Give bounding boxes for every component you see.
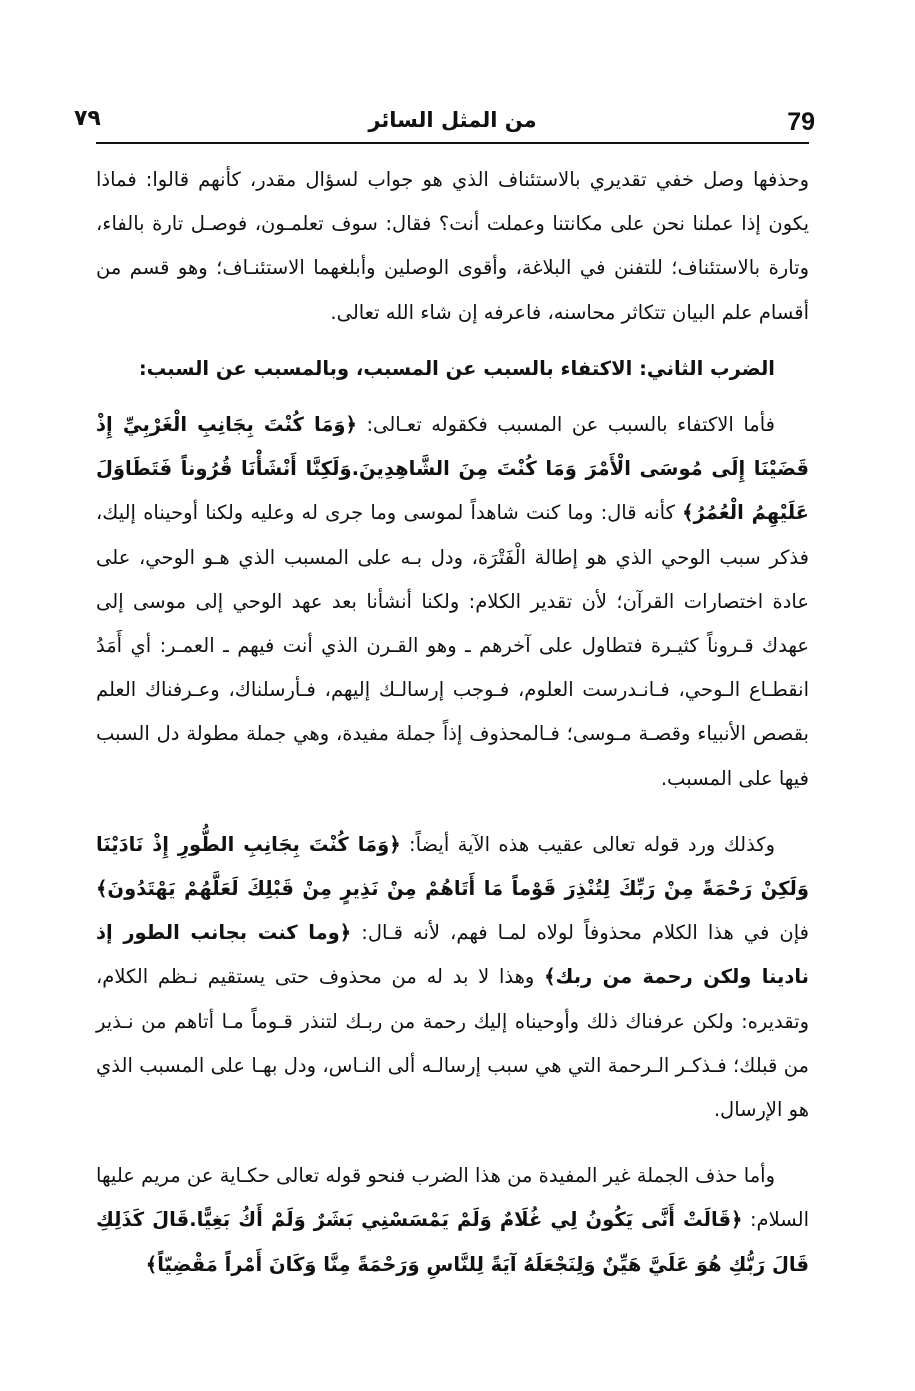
page-number-arabic: ٧٩	[74, 106, 101, 131]
quran-quote: ﴿وما كنت بجانب الطور إذ نادينا ولكن رحمة من ربك﴾	[96, 921, 809, 989]
text-segment: كأنه قال: وما كنت شاهداً لموسى وما جرى له وعليه ولكنا أوحيناه إليك، فذكر سبب الوحي الذي هو إطالة الْفَتْرَة، ودل بـه على المسبب الذي هـو الوحي، على عادة اختصارات القرآن؛ لأن تقدير الكلام: ولكنا أنشأنا بعد عهد الوحي إلى موسى إلى عهدك قـروناً كثيـرة فتطاول على آخرهم ـ وهو القـرن الذي أنت فيهم ـ العمـر: أي أَمَدُ انقطـاع الـوحي، فـانـدرست العلوم، فـوجب إرسالـك إليهم، فـأرسلناك، وعـرفناك العلم بقصص الأنبياء وقصـة مـوسى؛ فـالمحذوف إذاً جملة مفيدة، وهي جملة مطولة دل السبب فيها على المسبب.	[96, 501, 809, 790]
page-body	[96, 158, 809, 1287]
page-number-latin: 79	[787, 108, 815, 136]
section-heading	[96, 347, 809, 391]
text-segment: وكذلك ورد قوله تعالى عقيب هذه الآية أيضاً:	[400, 832, 775, 856]
text-segment: وحذفها وصل خفي تقديري بالاستئناف الذي هو جواب لسؤال مقدر، كأنهم قالوا: فماذا يكون إذا عملنا نحن على مكانتنا وعملت أنت؟ فقال: سوف تعلمـون، فوصـل تارة بالفاء، وتارة بالاستئناف؛ للتفنن في البلاغة، وأقوى الوصلين وأبلغهما الاستئنـاف؛ وهو قسم من أقسام علم البيان تتكاثر محاسنه، فاعرفه إن شاء الله تعالى.	[96, 168, 809, 324]
quran-verse: ﴿قَالَتْ أَنَّى يَكُونُ لِي غُلَامٌ وَلَمْ يَمْسَسْنِي بَشَرٌ وَلَمْ أَكُ بَغِيًّا.قَالَ كَذَلِكِ قَالَ رَبُّكِ هُوَ عَلَيَّ هَيِّنٌ وَلِنَجْعَلَهُ آيَةً لِلنَّاسِ وَرَحْمَةً مِنَّا وَكَانَ أَمْراً مَقْضِيّاً﴾	[96, 1208, 809, 1276]
paragraph-second-verse	[96, 823, 809, 1132]
quran-verse: ﴿وَمَا كُنْتَ بِجَانِبِ الطُّورِ إِذْ نَادَيْنَا وَلَكِنْ رَحْمَةً مِنْ رَبِّكَ لِتُنْذِرَ قَوْماً مَا أَتَاهُمْ مِنْ نَذِيرٍ مِنْ قَبْلِكَ لَعَلَّهُمْ يَهْتَدُونَ﴾	[96, 832, 809, 901]
text-segment: فأما الاكتفاء بالسبب عن المسبب فكقوله تعـالى:	[356, 413, 775, 437]
text-segment: وأما حذف الجملة غير المفيدة من هذا الضرب فنحو قوله تعالى حكـاية عن مريم عليها السلام:	[96, 1164, 810, 1232]
paragraph-cause-for-effect	[96, 403, 809, 801]
running-title: من المثل السائر	[368, 108, 537, 132]
text-segment: فإن في هذا الكلام محذوفاً لولاه لمـا فهم، لأنه قـال:	[351, 921, 809, 945]
text-segment: وهذا لا بد له من محذوف حتى يستقيم نـظم الكلام، وتقديره: ولكن عرفناك ذلك وأوحيناه إليك رحمة من ربـك لتنذر قـوماً مـا أتاهم من نـذير من قبلك؛ فـذكـر الـرحمة التي هي سبب إرسالـه ألى النـاس، ودل بهـا على المسبب الذي هو الإرسال.	[96, 965, 809, 1122]
quran-verse: ﴿وَمَا كُنْتَ بِجَانِبِ الْغَرْبِيِّ إِذْ قَضَيْنَا إِلَى مُوسَى الْأَمْرَ وَمَا كُنْتَ مِنَ الشَّاهِدِينَ.وَلَكِنَّا أَنْشَأْنَا قُرُوناً فَتَطَاوَلَ عَلَيْهِمُ الْعُمُرُ﴾	[96, 413, 810, 525]
page-header	[74, 100, 815, 144]
paragraph-non-beneficial-omission	[96, 1154, 809, 1287]
text-segment: الضرب الثاني: الاكتفاء بالسبب عن المسبب، وبالمسبب عن السبب:	[138, 356, 775, 380]
paragraph-continuation	[96, 158, 809, 335]
